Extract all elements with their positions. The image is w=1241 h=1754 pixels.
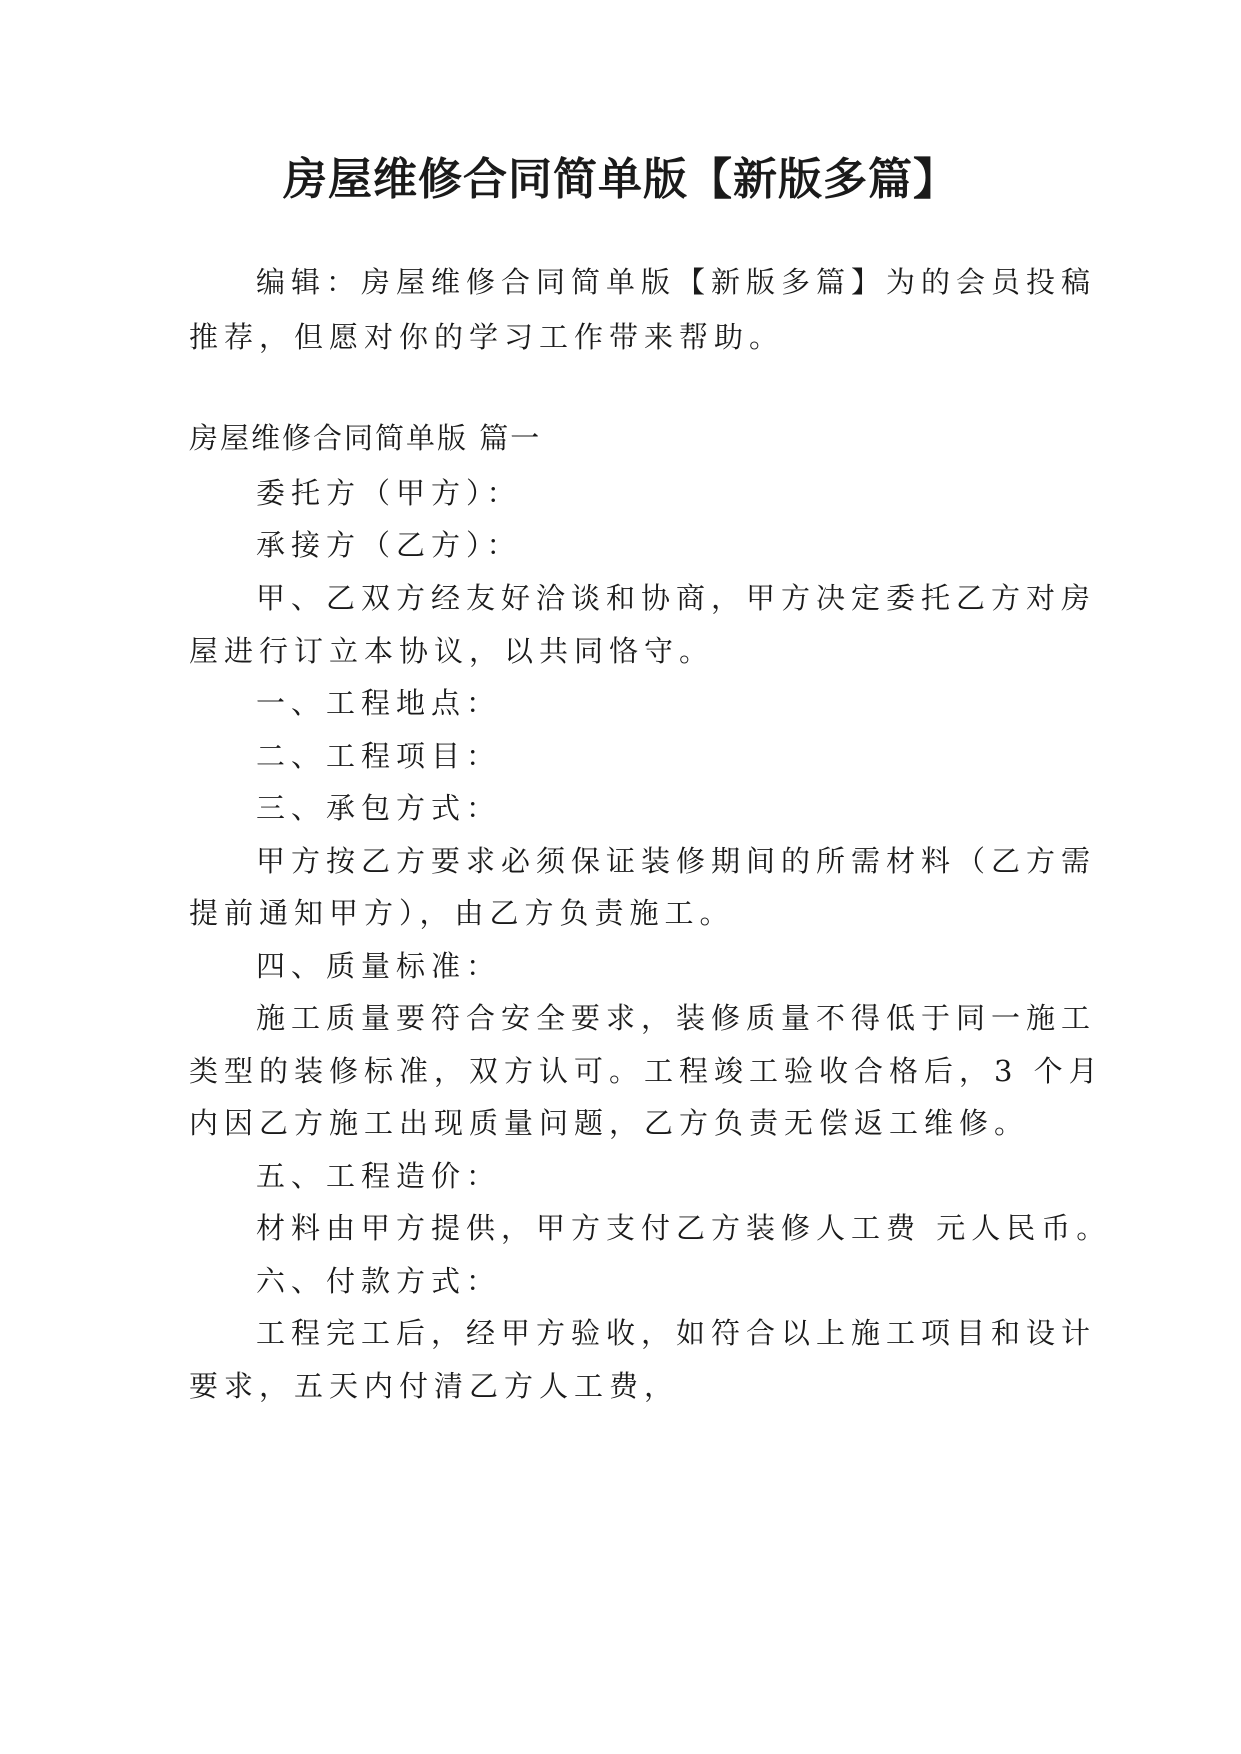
clause-heading-quality: 四、质量标准：: [256, 949, 502, 983]
paragraph-line: 提前通知甲方），由乙方负责施工。: [189, 896, 735, 930]
paragraph-line: 材料由甲方提供，甲方支付乙方装修人工费 元人民币。: [256, 1211, 1112, 1245]
paragraph-line: 工程完工后，经甲方验收，如符合以上施工项目和设计: [256, 1316, 1097, 1350]
paragraph-line: 甲方按乙方要求必须保证装修期间的所需材料（乙方需: [256, 844, 1097, 878]
clause-heading-location: 一、工程地点：: [256, 686, 502, 720]
clause-heading-project: 二、工程项目：: [256, 739, 502, 773]
party-b-line: 承接方（乙方）：: [256, 528, 522, 562]
section-heading-part-one: 房屋维修合同简单版 篇一: [189, 421, 542, 455]
intro-line-1: 编辑：房屋维修合同简单版【新版多篇】为的会员投稿: [256, 265, 1097, 299]
paragraph-line: 施工质量要符合安全要求，装修质量不得低于同一施工: [256, 1001, 1097, 1035]
party-a-line: 委托方（甲方）：: [256, 476, 522, 510]
paragraph-line: 屋进行订立本协议，以共同恪守。: [189, 634, 715, 668]
paragraph-line: 甲、乙双方经友好洽谈和协商，甲方决定委托乙方对房: [256, 581, 1097, 615]
clause-heading-payment: 六、付款方式：: [256, 1264, 502, 1298]
document-title: 房屋维修合同简单版【新版多篇】: [283, 154, 958, 205]
clause-heading-contract-method: 三、承包方式：: [256, 791, 502, 825]
paragraph-line: 内因乙方施工出现质量问题，乙方负责无偿返工维修。: [189, 1106, 1030, 1140]
paragraph-line: 类型的装修标准，双方认可。工程竣工验收合格后，3 个月: [189, 1054, 1104, 1088]
intro-line-2: 推荐，但愿对你的学习工作带来帮助。: [189, 320, 785, 354]
clause-heading-cost: 五、工程造价：: [256, 1159, 502, 1193]
paragraph-line: 要求，五天内付清乙方人工费，: [189, 1369, 680, 1403]
